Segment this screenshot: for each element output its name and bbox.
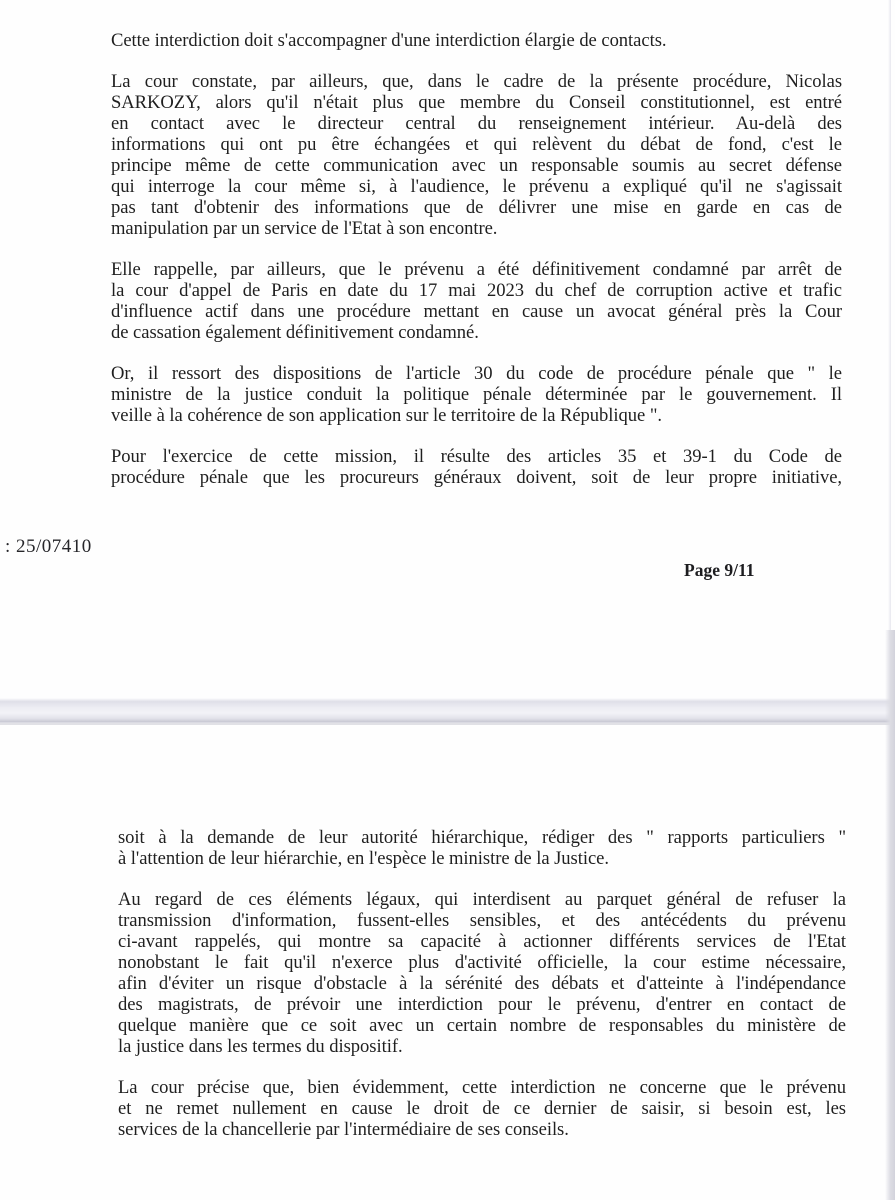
paragraph [118,827,846,869]
page-number: Page 9/11 [684,560,755,580]
text-line: Elle rappelle, par ailleurs, que le prévenu a été définitivement condamné par arrêt de [111,259,842,280]
text-line: Au regard de ces éléments légaux, qui interdisent au parquet général de refuser la [118,889,846,910]
text-line: La cour précise que, bien évidemment, cette interdiction ne concerne que le prévenu [118,1077,846,1098]
text-line: transmission d'information, fussent-elles sensibles, et des antécédents du prévenu [118,910,846,931]
text-line: la justice dans les termes du dispositif. [118,1036,403,1057]
text-line: pas tant d'obtenir des informations que de délivrer une mise en garde en cas de [111,197,842,218]
paragraph [118,1077,846,1140]
text-line: qui interroge la cour même si, à l'audience, le prévenu a expliqué qu'il ne s'agissait [111,176,842,197]
text-line: Pour l'exercice de cette mission, il résulte des articles 35 et 39-1 du Code de [111,446,842,467]
case-reference: : 25/07410 [5,536,92,557]
text-line: à l'attention de leur hiérarchie, en l'espèce le ministre de la Justice. [118,848,609,869]
text-line: et ne remet nullement en cause le droit de ce dernier de saisir, si besoin est, les [118,1098,846,1119]
text-line: de cassation également définitivement condamné. [111,322,479,343]
text-line: ci-avant rappelés, qui montre sa capacité à actionner différents services de l'Etat [118,931,846,952]
text-line: procédure pénale que les procureurs généraux doivent, soit de leur propre initiative, [111,467,842,488]
paragraph [111,363,842,426]
text-line: veille à la cohérence de son application sur le territoire de la République ". [111,405,662,426]
text-line: soit à la demande de leur autorité hiérarchique, rédiger des " rapports particuliers " [118,827,846,848]
text-line: principe même de cette communication avec un responsable soumis au secret défense [111,155,842,176]
paragraph [111,30,842,51]
paragraph [111,259,842,343]
text-line: des magistrats, de prévoir une interdiction pour le prévenu, d'entrer en contact de [118,994,846,1015]
text-line: SARKOZY, alors qu'il n'était plus que membre du Conseil constitutionnel, est entré [111,92,842,113]
text-line: d'influence actif dans une procédure mettant en cause un avocat général près la Cour [111,301,842,322]
text-line: ministre de la justice conduit la politique pénale déterminée par le gouvernement. Il [111,384,842,405]
page-10-text [118,827,846,1160]
scan-edge-shadow [885,630,895,1200]
text-line: la cour d'appel de Paris en date du 17 mai 2023 du chef de corruption active et trafic [111,280,842,301]
page-9-text [111,30,842,508]
text-line: manipulation par un service de l'Etat à son encontre. [111,218,498,239]
paragraph [111,71,842,239]
page-10 [0,723,895,1200]
text-line: en contact avec le directeur central du renseignement intérieur. Au-delà des [111,113,842,134]
text-line: Cette interdiction doit s'accompagner d'une interdiction élargie de contacts. [111,30,667,51]
text-line: services de la chancellerie par l'intermédiaire de ses conseils. [118,1119,569,1140]
paragraph [111,446,842,488]
text-line: nonobstant le fait qu'il n'exerce plus d'activité officielle, la cour estime nécessaire, [118,952,846,973]
paragraph [118,889,846,1057]
text-line: La cour constate, par ailleurs, que, dans le cadre de la présente procédure, Nicolas [111,71,842,92]
text-line: afin d'éviter un risque d'obstacle à la sérénité des débats et d'atteinte à l'indépendance [118,973,846,994]
page-separator [0,698,895,723]
text-line: Or, il ressort des dispositions de l'article 30 du code de procédure pénale que " le [111,363,842,384]
text-line: quelque manière que ce soit avec un certain nombre de responsables du ministère de [118,1015,846,1036]
text-line: informations qui ont pu être échangées et qui relèvent du débat de fond, c'est le [111,134,842,155]
scan-edge-line [888,0,891,640]
